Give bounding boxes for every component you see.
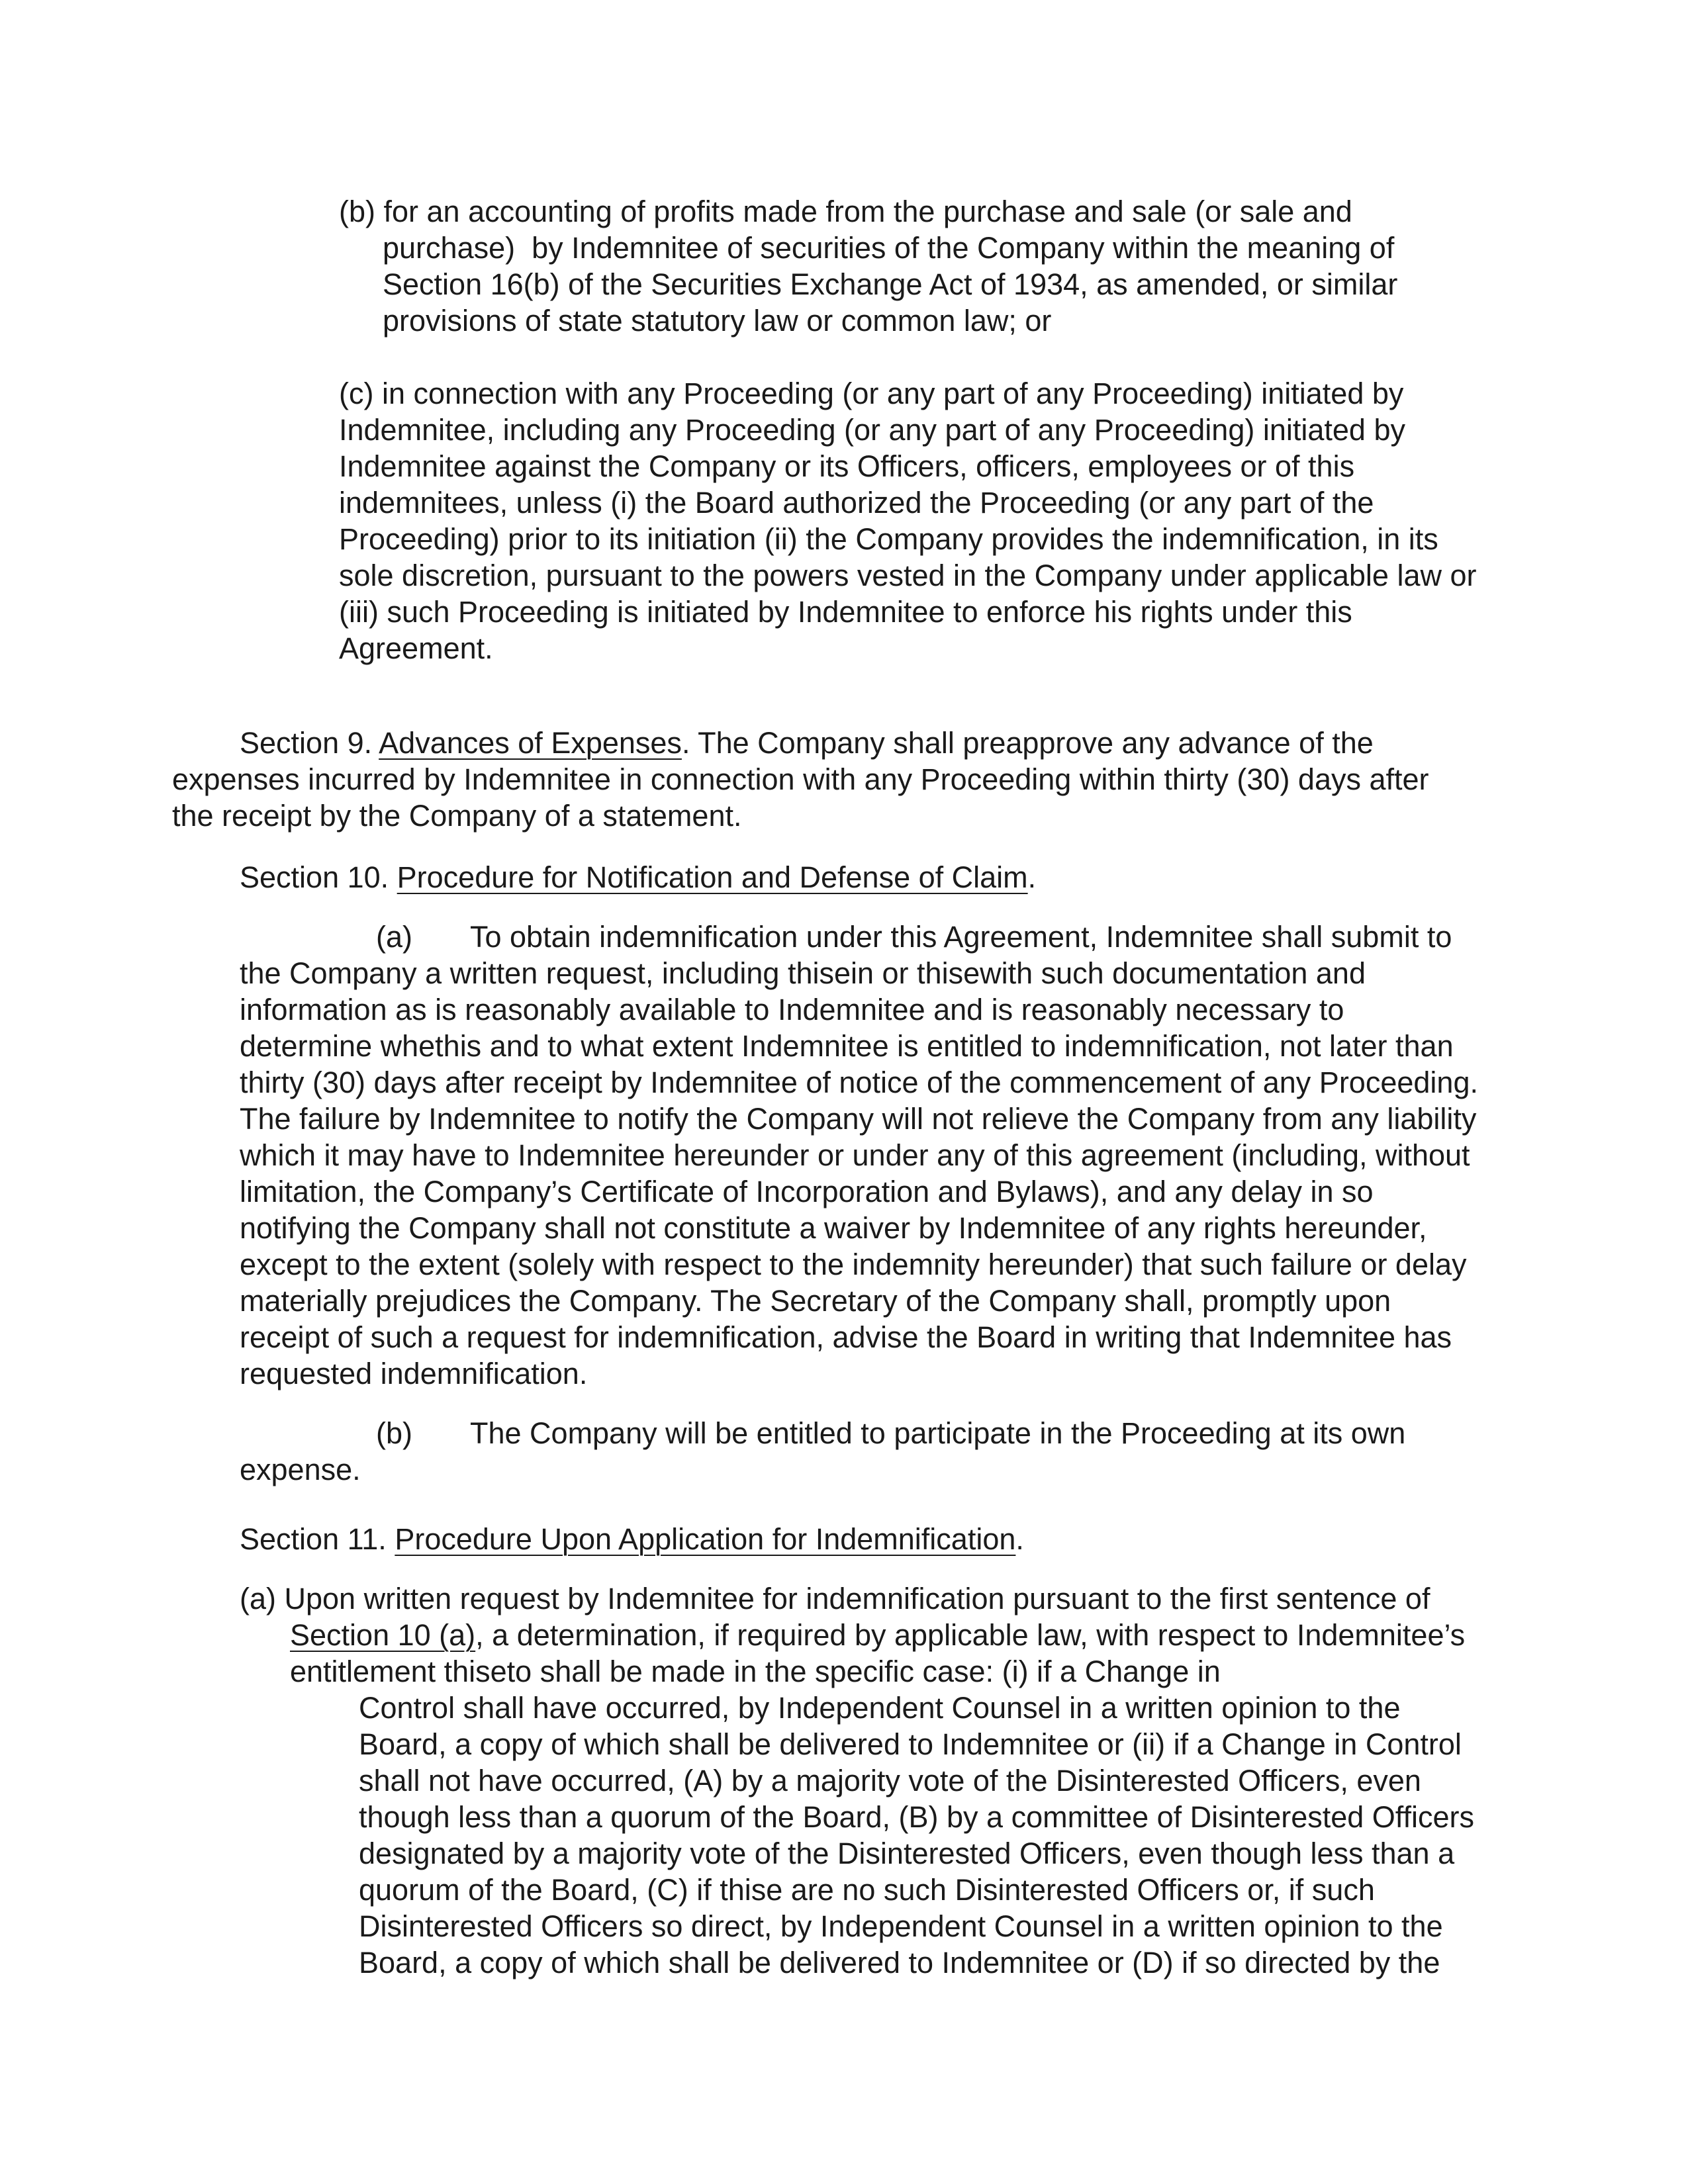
clause-b-line: (b) for an accounting of profits made from the purchase and sale (or sale and [339, 195, 1352, 228]
section-10-heading-line [240, 859, 1036, 896]
section-11-a-line: Board, a copy of which shall be delivered to Indemnitee or (ii) if a Change in Control [359, 1727, 1462, 1761]
section-9-line: the receipt by the Company of a statement. [172, 799, 742, 833]
section-9-prefix: Section 9. [240, 726, 379, 760]
section-11-a-line: (a) Upon written request by Indemnitee for indemnification pursuant to the first sentence of [240, 1582, 1430, 1615]
clause-b-line: purchase) by Indemnitee of securities of the Company within the meaning of [383, 231, 1395, 265]
section-11-a-line: quorum of the Board, (C) if thise are no such Disinterested Officers or, if such [359, 1873, 1375, 1907]
clause-c-line: (c) in connection with any Proceeding (or any part of any Proceeding) initiated by [339, 377, 1404, 410]
section-10-a-line: thirty (30) days after receipt by Indemnitee of notice of the commencement of any Proceeding. [240, 1066, 1478, 1099]
section-11-a-line: entitlement thiseto shall be made in the specific case: (i) if a Change in [290, 1655, 1221, 1688]
clause-b-line: provisions of state statutory law or common law; or [383, 304, 1052, 338]
section-11-a-line: Board, a copy of which shall be delivered to Indemnitee or (D) if so directed by the [359, 1946, 1440, 1979]
section-9-heading-line [240, 725, 1374, 762]
section-10-a-line: To obtain indemnification under this Agreement, Indemnitee shall submit to [470, 920, 1452, 954]
section-10-title: Procedure for Notification and Defense of Claim [397, 860, 1028, 894]
clause-c-line: sole discretion, pursuant to the powers vested in the Company under applicable law or [339, 559, 1477, 592]
section-10-a-line: requested indemnification. [240, 1357, 588, 1390]
section-11-title: Procedure Upon Application for Indemnification [395, 1522, 1016, 1556]
section-11-heading-line [240, 1521, 1024, 1558]
section-11-a-line: Control shall have occurred, by Independent Counsel in a written opinion to the [359, 1691, 1401, 1725]
section-10-a-line: limitation, the Company’s Certificate of Incorporation and Bylaws), and any delay in so [240, 1175, 1374, 1208]
section-10-a-line: notifying the Company shall not constitute a waiver by Indemnitee of any rights hereunder, [240, 1211, 1427, 1245]
section-11-a-line: shall not have occurred, (A) by a majority vote of the Disinterested Officers, even [359, 1764, 1421, 1797]
section-10-a-line: The failure by Indemnitee to notify the Company will not relieve the Company from any liability [240, 1102, 1477, 1136]
section-10a-reference-link[interactable]: Section 10 (a) [290, 1618, 476, 1652]
section-10-b-line: expense. [240, 1453, 361, 1486]
section-10-prefix: Section 10. [240, 860, 397, 894]
clause-c-line: Indemnitee, including any Proceeding (or any part of any Proceeding) initiated by [339, 413, 1405, 447]
section-9-line: expenses incurred by Indemnitee in connection with any Proceeding within thirty (30) days after [172, 762, 1429, 796]
section-9-title: Advances of Expenses [379, 726, 682, 760]
clause-c-line: Agreement. [339, 631, 493, 665]
section-10-a-line: the Company a written request, including thisein or thisewith such documentation and [240, 956, 1366, 990]
section-10-a-line: except to the extent (solely with respect to the indemnity hereunder) that such failure or delay [240, 1248, 1467, 1281]
section-11-a-line: Disinterested Officers so direct, by Independent Counsel in a written opinion to the [359, 1909, 1443, 1943]
clause-c-line: indemnitees, unless (i) the Board authorized the Proceeding (or any part of the [339, 486, 1374, 520]
clause-c-line: Proceeding) prior to its initiation (ii) the Company provides the indemnification, in its [339, 522, 1438, 556]
section-10-b-label: (b) [376, 1416, 412, 1450]
clause-c-line: (iii) such Proceeding is initiated by Indemnitee to enforce his rights under this [339, 595, 1352, 629]
section-11-a-line [290, 1617, 1465, 1654]
section-11-a-line: though less than a quorum of the Board, (B) by a committee of Disinterested Officers [359, 1800, 1474, 1834]
section-10-a-line: determine whethis and to what extent Indemnitee is entitled to indemnification, not later than [240, 1029, 1454, 1063]
section-10-heading-end: . [1027, 860, 1037, 894]
clause-c-line: Indemnitee against the Company or its Officers, officers, employees or of this [339, 449, 1355, 483]
section-10-a-line: information as is reasonably available to Indemnitee and is reasonably necessary to [240, 993, 1344, 1026]
section-10-a-line: which it may have to Indemnitee hereunder or under any of this agreement (including, without [240, 1138, 1470, 1172]
section-11-prefix: Section 11. [240, 1522, 395, 1556]
section-11-heading-end: . [1015, 1522, 1024, 1556]
section-10-a-label: (a) [376, 920, 412, 954]
section-10-a-line: materially prejudices the Company. The Secretary of the Company shall, promptly upon [240, 1284, 1391, 1318]
section-10-b-line: The Company will be entitled to participate in the Proceeding at its own [470, 1416, 1406, 1450]
section-10-a-line: receipt of such a request for indemnification, advise the Board in writing that Indemnitee has [240, 1320, 1452, 1354]
section-11-a-line: designated by a majority vote of the Disinterested Officers, even though less than a [359, 1837, 1455, 1870]
section-9-text: . The Company shall preapprove any advance of the [681, 726, 1374, 760]
section-11-a-text: , a determination, if required by applicable law, with respect to Indemnitee’s [475, 1618, 1466, 1652]
clause-b-line: Section 16(b) of the Securities Exchange Act of 1934, as amended, or similar [383, 267, 1398, 301]
